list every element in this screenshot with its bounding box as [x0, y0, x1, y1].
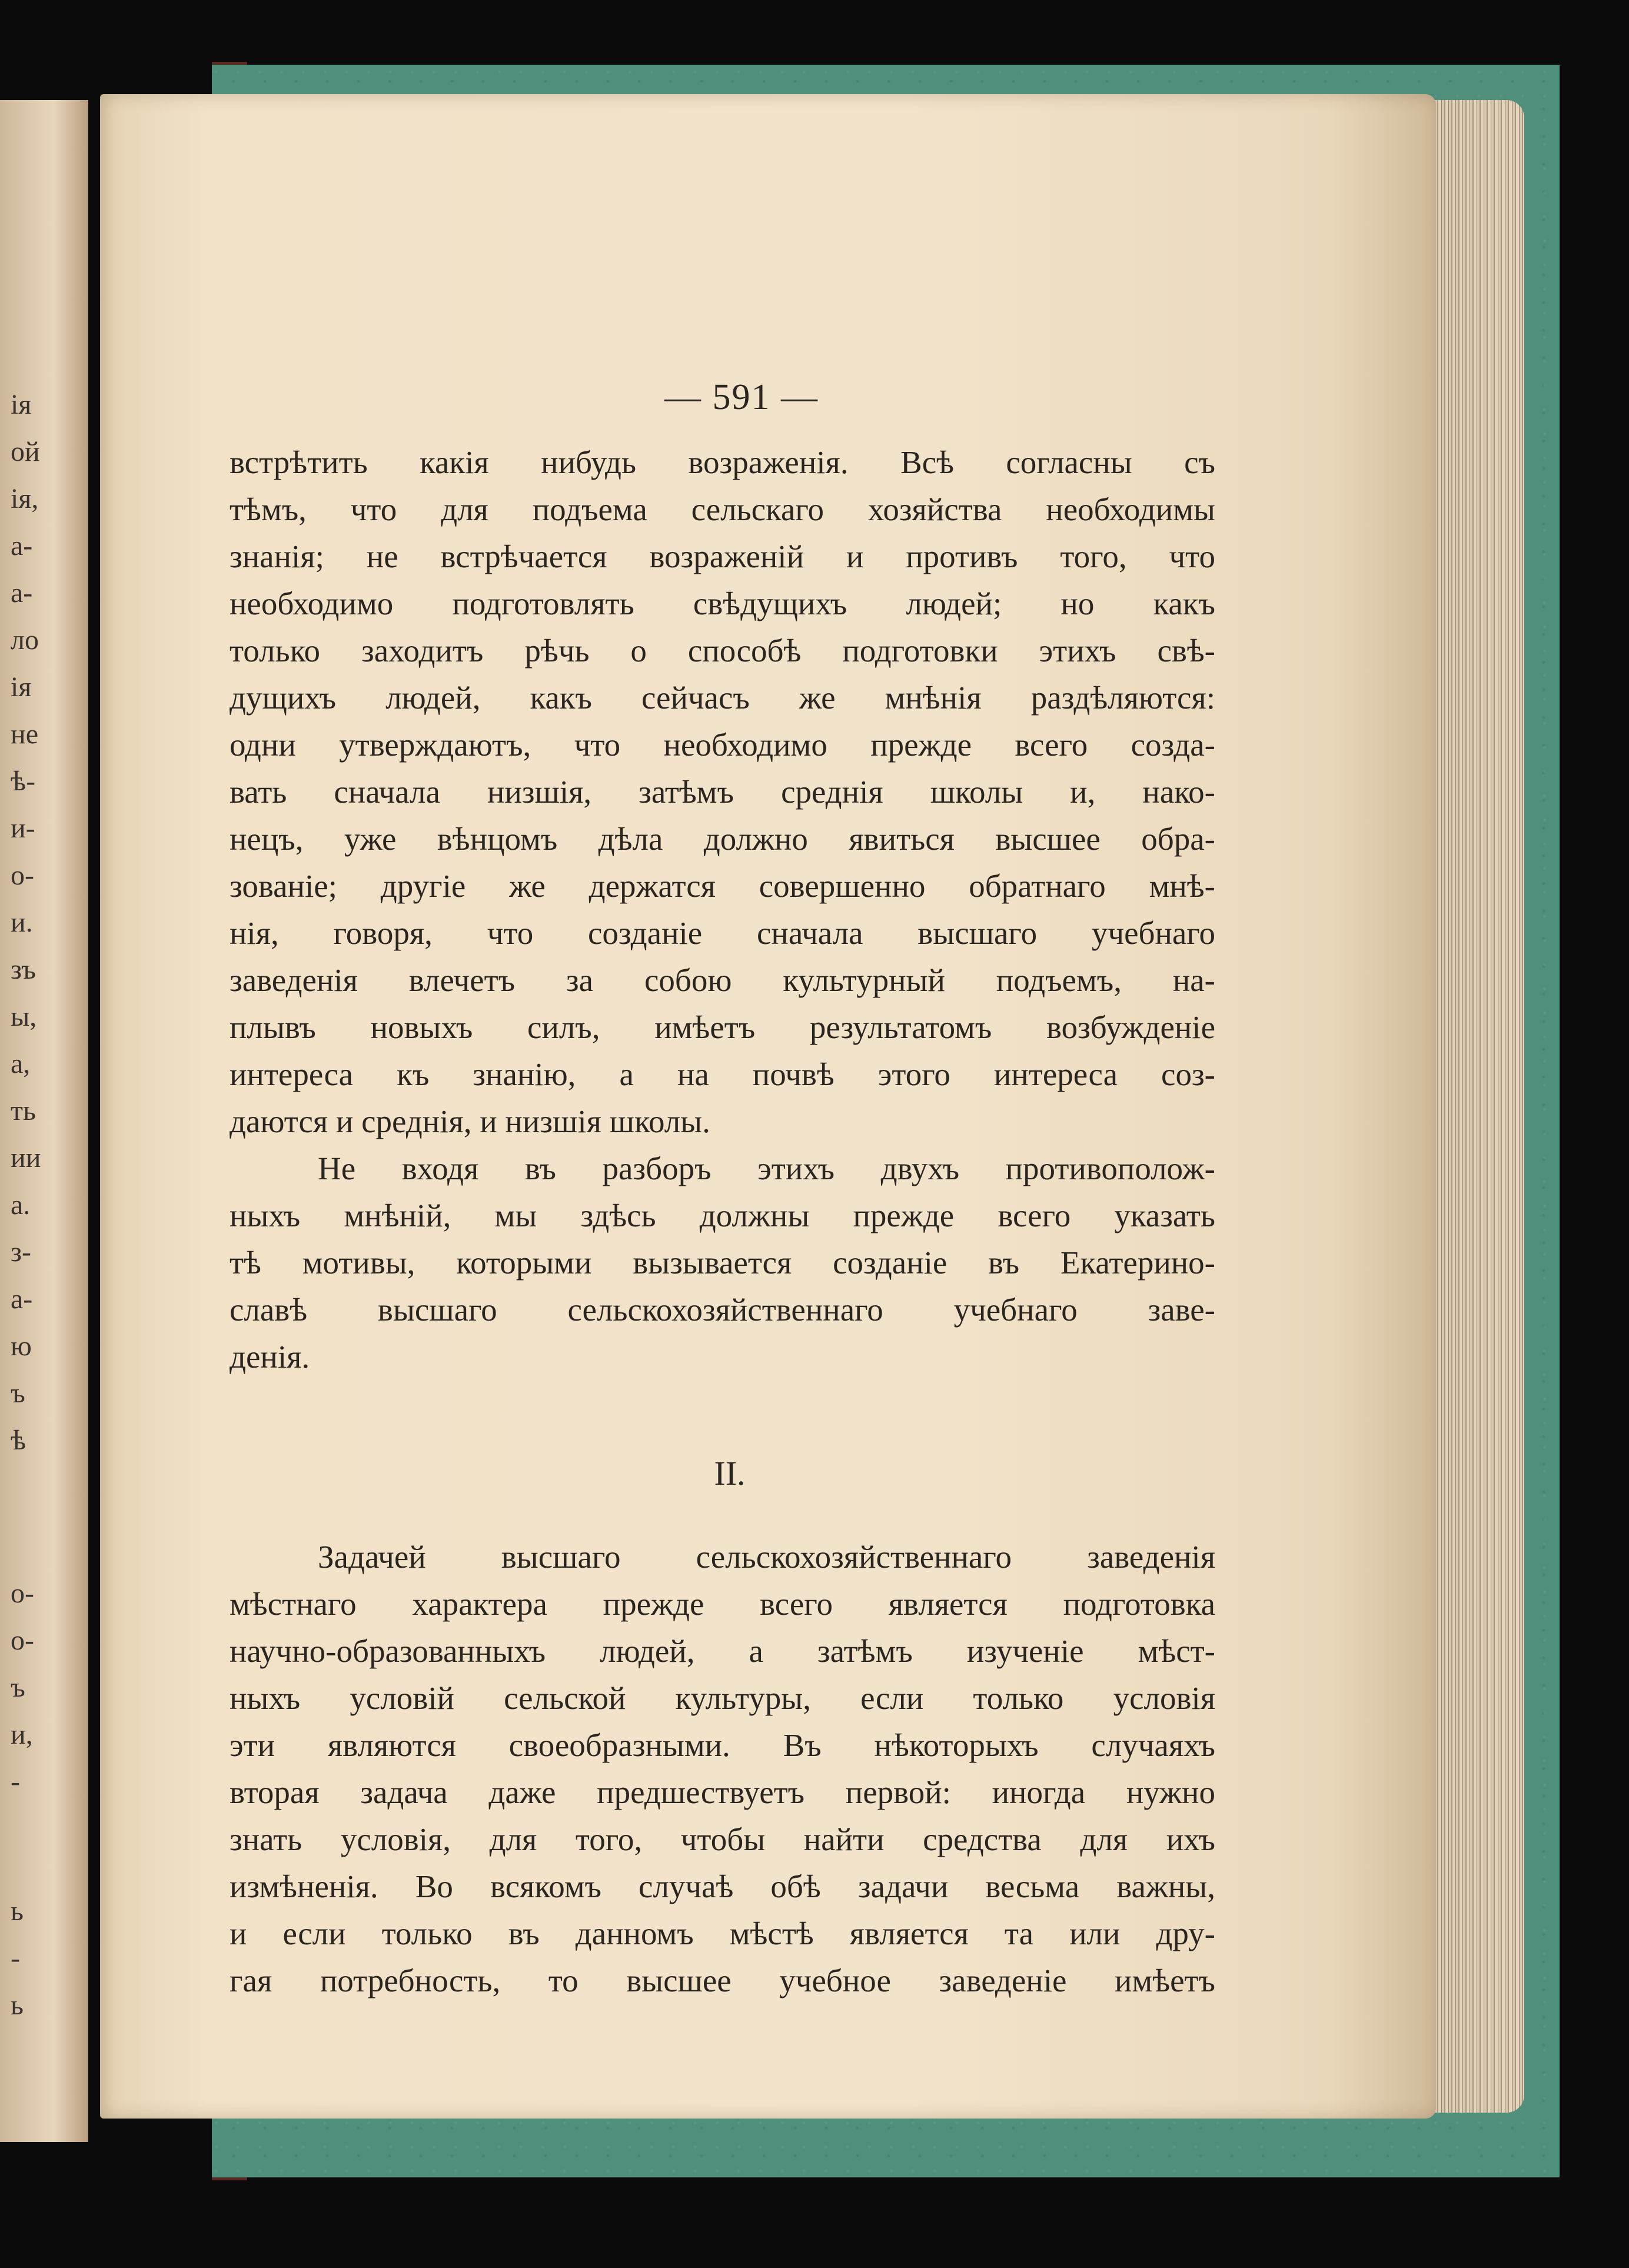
facing-page-fragment: ло — [11, 624, 39, 656]
text-line: измѣненія. Во всякомъ случаѣ обѣ задачи весьма важны, — [230, 1868, 1215, 1904]
text-line: нія, говоря, что созданіе сначала высшаго учебнаго — [230, 915, 1215, 951]
text-line: заведенія влечетъ за собою культурный подъемъ, на- — [230, 962, 1215, 998]
text-line: вать сначала низшія, затѣмъ среднія школы и, нако- — [230, 774, 1215, 810]
facing-page-fragment: о- — [11, 1625, 34, 1656]
text-line: встрѣтить какія нибудь возраженія. Всѣ согласны съ — [230, 444, 1215, 480]
text-line: гая потребность, то высшее учебное заведеніе имѣетъ — [230, 1963, 1215, 1998]
section-heading: II. — [714, 1454, 746, 1492]
facing-page-fragment: и, — [11, 1719, 33, 1750]
facing-page-fragment: ь — [11, 1895, 24, 1927]
facing-page-fragment: а- — [11, 577, 33, 608]
text-line: необходимо подготовлять свѣдущихъ людей; но какъ — [230, 586, 1215, 621]
facing-page-fragment: ія — [11, 389, 32, 420]
facing-page-fragment: о- — [11, 860, 34, 891]
facing-page-fragment: - — [11, 1766, 20, 1797]
facing-page-fragment: зъ — [11, 954, 36, 985]
facing-page-fragment: ія — [11, 671, 32, 703]
facing-page-fragment: а. — [11, 1189, 31, 1221]
text-line: дущихъ людей, какъ сейчасъ же мнѣнія раздѣляются: — [230, 680, 1215, 716]
facing-page-fragment: ой — [11, 436, 40, 467]
text-line: зованіе; другіе же держатся совершенно обратнаго мнѣ- — [230, 868, 1215, 904]
text-line: научно-образованныхъ людей, а затѣмъ изученіе мѣст- — [230, 1633, 1215, 1669]
text-line: знать условія, для того, чтобы найти средства для ихъ — [230, 1821, 1215, 1857]
text-line: денія. — [230, 1339, 310, 1375]
facing-page-fragment: ъ — [11, 1378, 25, 1409]
facing-page-fragment: и- — [11, 813, 35, 844]
text-line: мѣстнаго характера прежде всего является подготовка — [230, 1586, 1215, 1622]
text-line: ныхъ условій сельской культуры, если только условія — [230, 1680, 1215, 1716]
text-line: и если только въ данномъ мѣстѣ является та или дру- — [230, 1916, 1215, 1951]
text-line: вторая задача даже предшествуетъ первой: иногда нужно — [230, 1774, 1215, 1810]
facing-page — [0, 100, 88, 2142]
facing-page-fragment: ии — [11, 1142, 41, 1173]
text-line: плывъ новыхъ силъ, имѣетъ результатомъ возбужденіе — [230, 1009, 1215, 1045]
text-line: одни утверждаютъ, что необходимо прежде всего созда- — [230, 727, 1215, 763]
page-number: — 591 — — [664, 377, 819, 417]
text-line: даются и среднія, и низшія школы. — [230, 1103, 710, 1139]
facing-page-fragment: а, — [11, 1048, 31, 1079]
text-line: тѣ мотивы, которыми вызывается созданіе въ Екатерино- — [230, 1245, 1215, 1281]
facing-page-fragment: а- — [11, 530, 33, 561]
facing-page-fragment: ю — [11, 1331, 32, 1362]
facing-page-fragment: ть — [11, 1095, 36, 1126]
facing-page-fragment: ъ — [11, 1672, 25, 1703]
facing-page-fragment: не — [11, 719, 38, 750]
text-line: Не входя въ разборъ этихъ двухъ противополож- — [318, 1150, 1215, 1186]
text-line: эти являются своеобразными. Въ нѣкоторыхъ случаяхъ — [230, 1727, 1215, 1763]
facing-page-fragment: з- — [11, 1236, 31, 1268]
facing-page-fragment: ѣ- — [11, 766, 36, 797]
text-line: только заходитъ рѣчь о способѣ подготовки этихъ свѣ- — [230, 633, 1215, 669]
text-line: Задачей высшаго сельскохозяйственнаго заведенія — [318, 1539, 1215, 1575]
text-line: ныхъ мнѣній, мы здѣсь должны прежде всего указать — [230, 1198, 1215, 1233]
facing-page-fragment: - — [11, 1943, 20, 1974]
facing-page-fragment: о- — [11, 1578, 34, 1609]
facing-page-fragment: ы, — [11, 1001, 37, 1032]
facing-page-fragment: ія, — [11, 483, 39, 514]
text-line: знанія; не встрѣчается возраженій и противъ того, что — [230, 538, 1215, 574]
text-line: тѣмъ, что для подъема сельскаго хозяйства необходимы — [230, 491, 1215, 527]
book-page — [100, 94, 1436, 2119]
text-line: славѣ высшаго сельскохозяйственнаго учебнаго заве- — [230, 1292, 1215, 1328]
text-line: интереса къ знанію, а на почвѣ этого интереса соз- — [230, 1056, 1215, 1092]
facing-page-fragment: ѣ — [11, 1425, 26, 1456]
facing-page-fragment: а- — [11, 1283, 33, 1315]
facing-page-fragment: и. — [11, 907, 33, 938]
facing-page-fragment: ь — [11, 1990, 24, 2021]
text-line: нецъ, уже вѣнцомъ дѣла должно явиться высшее обра- — [230, 821, 1215, 857]
